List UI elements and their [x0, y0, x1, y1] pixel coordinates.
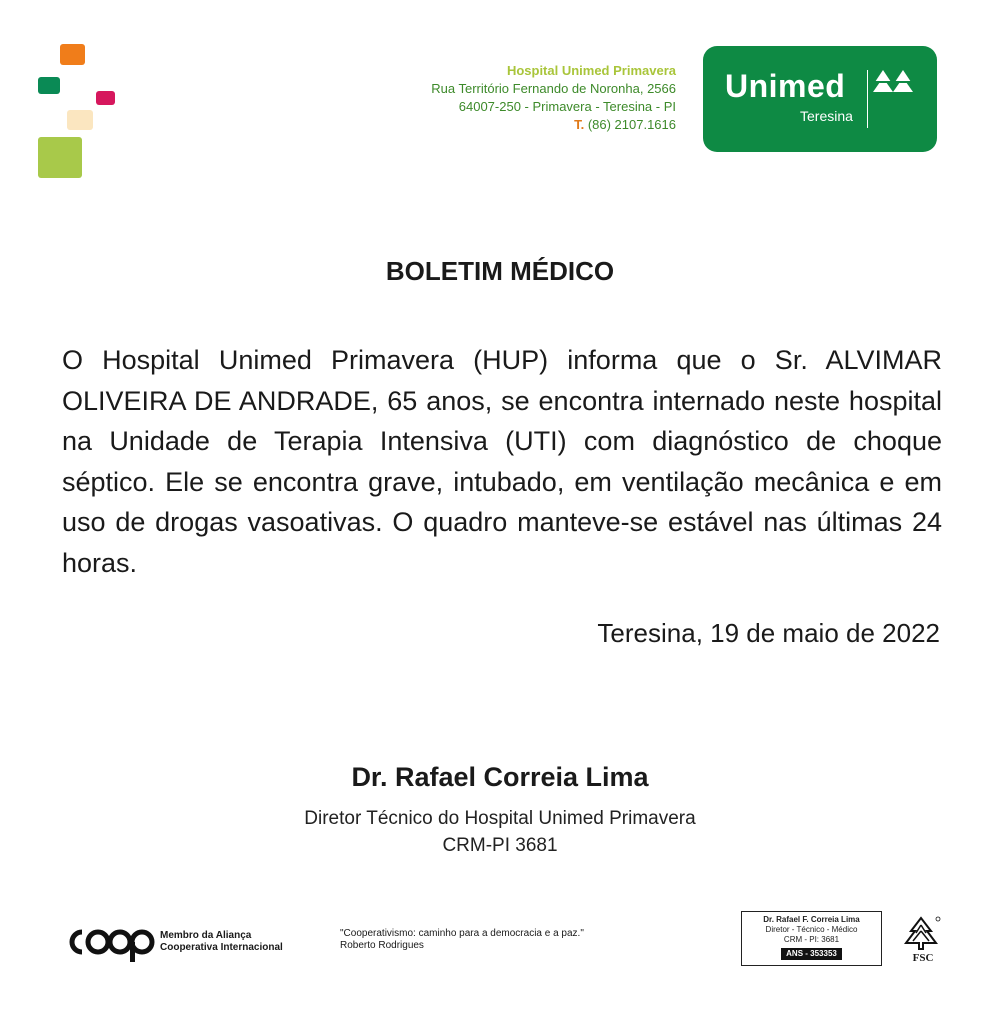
document-title: BOLETIM MÉDICO — [385, 256, 615, 286]
phone-line — [431, 116, 676, 134]
ans-doctor-name: Dr. Rafael F. Correia Lima — [763, 915, 860, 924]
logo-brand: Unimed — [725, 68, 846, 104]
ans-doctor-role: Diretor - Técnico - Médico — [765, 925, 858, 934]
unimed-logo — [703, 46, 937, 152]
quote-author: Roberto Rodrigues — [340, 940, 424, 951]
coop-logo-icon — [60, 920, 156, 964]
bulletin-body: O Hospital Unimed Primavera (HUP) informa que o Sr. ALVIMAR OLIVEIRA DE ANDRADE, 65 anos, se encontra internado neste hospital na Unidade de Terapia Intensiva (UTI) com diagnóstico de choque séptico. Ele se encontra grave, intubado, em ventilação mecânica e em uso de drogas vasoativas. O quadro manteve-se estável nas últimas 24 horas. — [62, 345, 942, 578]
signatory-name: Dr. Rafael Correia Lima — [351, 762, 649, 792]
decorative-square-cream — [67, 110, 93, 130]
address-line-1: Rua Território Fernando de Noronha, 2566 — [431, 81, 676, 96]
coop-line-2: Cooperativa Internacional — [160, 942, 283, 953]
hospital-name: Hospital Unimed Primavera — [506, 63, 676, 78]
signatory-crm: CRM-PI 3681 — [442, 835, 558, 856]
ans-registration-box — [741, 911, 882, 966]
fsc-label: FSC — [912, 952, 934, 964]
quote-text: "Cooperativismo: caminho para a democracia e a paz." — [340, 928, 584, 939]
decorative-square-green — [38, 77, 60, 94]
footer-quote — [340, 928, 584, 952]
phone-prefix: T. — [574, 117, 585, 132]
decorative-square-lime — [38, 137, 82, 178]
document-date: Teresina, 19 de maio de 2022 — [597, 618, 940, 648]
ans-number-badge: ANS - 353353 — [781, 948, 842, 960]
signatory-role: Diretor Técnico do Hospital Unimed Primavera — [304, 808, 696, 829]
decorative-square-pink — [96, 91, 115, 105]
signatory-details — [0, 805, 1000, 859]
address-line-2: 64007-250 - Primavera - Teresina - PI — [458, 99, 676, 114]
hospital-address-block — [431, 62, 676, 134]
coop-membership — [160, 930, 283, 954]
logo-city: Teresina — [800, 108, 853, 124]
fsc-tree-icon — [900, 915, 942, 951]
ans-doctor-crm: CRM - PI: 3681 — [783, 935, 840, 944]
unimed-tree-icon — [873, 68, 913, 102]
logo-divider — [867, 70, 868, 128]
phone-number: (86) 2107.1616 — [587, 117, 676, 132]
coop-line-1: Membro da Aliança — [160, 930, 252, 941]
decorative-square-orange — [60, 44, 85, 65]
